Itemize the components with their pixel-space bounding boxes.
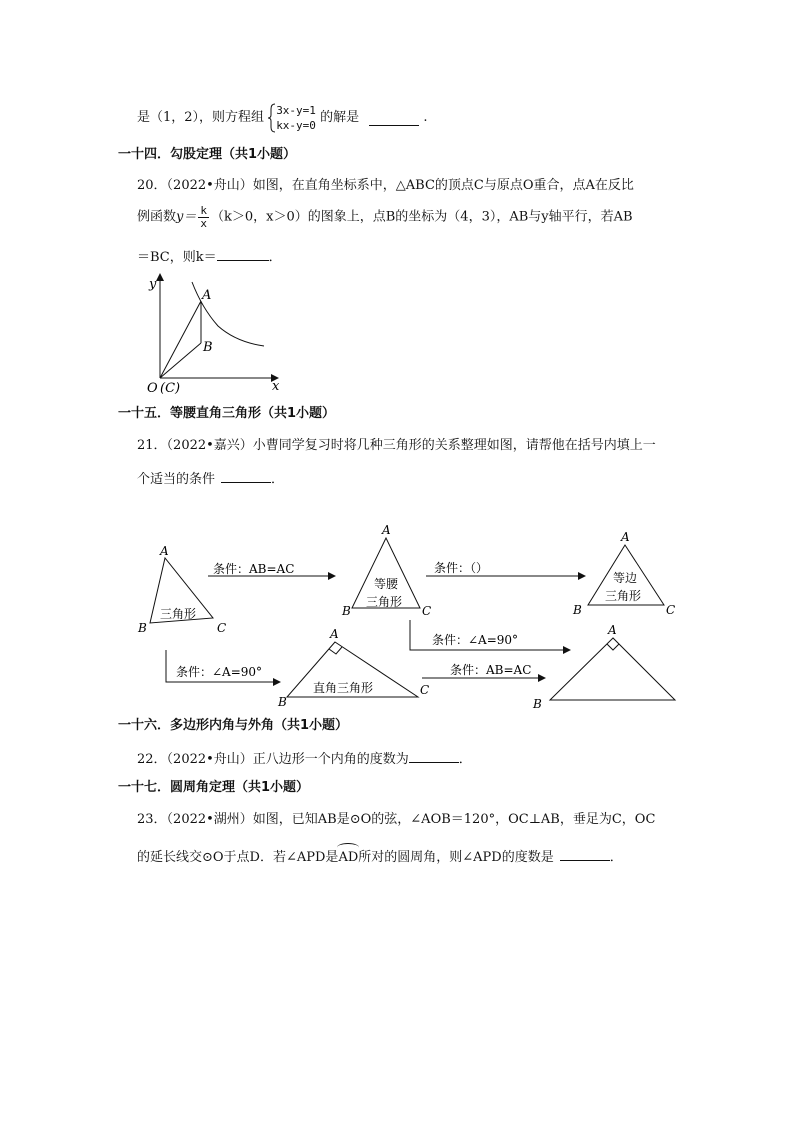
q22-text: 22．（2022•舟山）正八边形一个内角的度数为	[137, 752, 409, 767]
tri2-label-b: 三角形	[366, 595, 403, 609]
cond5-label: 条件：AB=AC	[450, 663, 532, 677]
answer-blank	[560, 846, 610, 861]
label-B: B	[573, 603, 582, 617]
q19-end: .	[423, 110, 428, 125]
answer-blank	[217, 246, 269, 261]
label-B: B	[138, 621, 147, 635]
segment-OB	[160, 343, 201, 378]
frac-num: k	[200, 204, 207, 217]
q19-suffix: 的解是	[320, 110, 360, 125]
answer-blank	[369, 111, 419, 126]
label-A: A	[160, 544, 169, 558]
segment-OA	[160, 301, 201, 378]
tri4-label: 直角三角形	[313, 681, 374, 695]
cond4-label: 条件：∠A=90°	[176, 665, 263, 679]
answer-blank	[221, 468, 271, 483]
label-B: B	[342, 604, 351, 618]
q20-line2-pre: 例函数	[137, 209, 177, 225]
label-A: A	[608, 623, 617, 637]
label-B: B	[203, 340, 213, 355]
q19-prefix: 是（1，2），则方程组	[137, 110, 265, 125]
cond2-label: 条件：（）	[434, 561, 489, 575]
label-B: B	[278, 695, 287, 709]
label-B: B	[533, 697, 542, 710]
label-C: C	[666, 603, 676, 617]
label-A: A	[202, 288, 212, 303]
q20-end: ．	[268, 250, 282, 265]
section-heading-16: 一十六．多边形内角与外角（共1小题）	[118, 718, 349, 733]
q20-line-3	[137, 246, 282, 268]
answer-blank	[409, 748, 459, 763]
cond1-label: 条件：AB=AC	[213, 562, 295, 576]
label-C: C	[217, 621, 227, 635]
q20-line-1: 20．（2022•舟山）如图，在直角坐标系中，△ABC的顶点C与原点O重合，点A在反比	[137, 178, 634, 193]
q20-line3-text: ＝BC，则k＝	[137, 250, 217, 265]
frac-den: x	[200, 217, 207, 230]
section-heading-15: 一十五．等腰直角三角形（共1小题）	[118, 406, 336, 421]
label-C: C	[422, 604, 432, 618]
tri3-label-b: 三角形	[605, 589, 642, 603]
eq-line-2: kx-y=0	[276, 119, 316, 132]
right-angle-mark	[607, 644, 619, 650]
triangle-isosceles-right	[550, 638, 675, 700]
label-y: y	[149, 277, 157, 292]
q23-line2-pre: 的延长线交⊙O于点D．若∠APD是	[137, 850, 339, 865]
q23-line2-post: 所对的圆周角，则∠APD的度数是	[358, 850, 554, 865]
equation-system	[268, 103, 316, 133]
q22-end: ．	[458, 752, 472, 767]
label-C: (C)	[160, 381, 181, 396]
section-heading-17: 一十七．圆周角定理（共1小题）	[118, 780, 310, 795]
right-angle-mark	[329, 647, 342, 654]
brace-icon	[268, 103, 276, 133]
q21-figure	[130, 520, 710, 710]
label-C: C	[420, 683, 430, 697]
label-A: A	[621, 530, 630, 544]
q20-y-eq: y＝	[176, 209, 197, 225]
label-O: O	[147, 381, 158, 396]
q20-line2-post: （k＞0，x＞0）的图象上，点B的坐标为（4，3），AB与y轴平行，若AB	[211, 209, 633, 225]
tri1-label: 三角形	[160, 607, 197, 621]
q20-figure	[140, 270, 300, 400]
label-x: x	[272, 379, 280, 394]
q20-line-2	[137, 205, 633, 233]
section-heading-14: 一十四．勾股定理（共1小题）	[118, 147, 297, 162]
tri2-label-a: 等腰	[374, 577, 399, 591]
q22-line	[137, 748, 472, 770]
q19-tail	[137, 103, 428, 131]
q23-line-2	[137, 846, 623, 868]
label-A: A	[382, 523, 391, 537]
q21-line-2	[137, 468, 284, 490]
cond3-label: 条件：∠A=90°	[432, 633, 519, 647]
q21-end: ．	[271, 472, 285, 487]
q21-line2-text: 个适当的条件	[137, 472, 216, 487]
arc-AD: AD	[338, 848, 358, 868]
q23-line-1: 23．（2022•湖州）如图，已知AB是⊙O的弦，∠AOB＝120°，OC⊥AB，垂足为C，OC	[137, 812, 656, 827]
q23-end: ．	[609, 850, 623, 865]
q20-fraction	[198, 205, 209, 230]
tri3-label-a: 等边	[613, 571, 638, 585]
eq-line-1: 3x-y=1	[276, 104, 316, 117]
q21-line-1: 21．（2022•嘉兴）小曹同学复习时将几种三角形的关系整理如图，请帮他在括号内填上一	[137, 438, 656, 453]
label-A: A	[330, 627, 339, 641]
